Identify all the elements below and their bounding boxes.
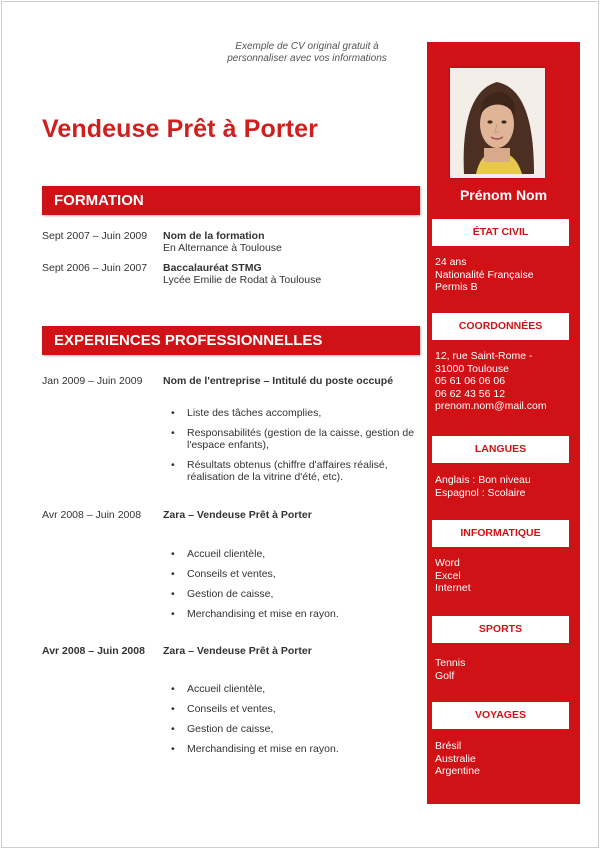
formation-date: Sept 2006 – Juin 2007	[42, 262, 148, 274]
formation-title: Baccalauréat STMG	[163, 262, 262, 274]
page-title: Vendeuse Prêt à Porter	[42, 115, 318, 143]
job-date: Avr 2008 – Juin 2008	[42, 645, 145, 657]
informatique-header: INFORMATIQUE	[432, 520, 569, 547]
job-title: Nom de l'entreprise – Intitulé du poste occupé	[163, 375, 394, 387]
coordonnees-text: 12, rue Saint-Rome - 31000 Toulouse 05 61 06 06 06 06 62 43 56 12 prenom.nom@mail.com	[435, 350, 547, 412]
experiences-header: EXPERIENCES PROFESSIONNELLES	[42, 326, 420, 355]
voyages-header: VOYAGES	[432, 702, 569, 729]
sports-text: Tennis Golf	[435, 657, 466, 682]
formation-date: Sept 2007 – Juin 2009	[42, 230, 148, 242]
formation-title: Nom de la formation	[163, 230, 265, 242]
profile-photo	[450, 68, 545, 178]
informatique-text: Word Excel Internet	[435, 557, 471, 594]
etat-civil-text: 24 ans Nationalité Française Permis B	[435, 256, 534, 293]
voyages-text: Brésil Australie Argentine	[435, 740, 480, 777]
portrait-image	[454, 72, 541, 174]
formation-header: FORMATION	[42, 186, 420, 215]
tagline: Exemple de CV original gratuit à personnaliser avec vos informations	[227, 41, 387, 64]
cv-page: Exemple de CV original gratuit à personnaliser avec vos informations Vendeuse Prêt à Porter FORMATION Sept 2007 – Juin 2009 Nom de la formation En Alternance à Toulouse Sept 2006 – Juin 2007 Baccalauréat STMG Lycée Emilie de Rodat à Toulouse EXPERIENCES PROFESSIONNELLES Jan 2009 – Juin 2009 Nom de l'entreprise – Intitulé du poste occupé • Liste des tâches accomplies, • Responsabilités (gestion de la caisse, gestion de l'espace enfants), • Résultats obtenus (chiffre d'affaires réalisé, réalisation de la vitrine d'été, etc). Avr 2008 – Juin 2008 Zara – Vendeuse Prêt à Porter • Accueil clientèle, • Conseils et ventes, • Gestion de caisse, • Merchandising et mise en rayon. Avr 2008 – Juin 2008 Zara – Vendeuse Prêt à Porter • Accueil clientèle, • Conseils et ventes, • Gestion de caisse, • Merchandising et mise en rayon. Prénom Nom ÉTAT CIVIL 24 ans Nationalité Française Permis B COORDONNÉES 12, rue Saint-Rome - 31000 Toulouse 05 61 06 06 06 06 62 43 56 12 prenom.nom@mail.com LANGUES Anglais : Bon niveau Espagnol : Scolaire INFORMATIQUE Word Excel Internet SPORTS Tennis Golf VOYAGES Brésil Australie Argentine	[0, 0, 600, 849]
langues-text: Anglais : Bon niveau Espagnol : Scolaire	[435, 474, 531, 499]
job-title: Zara – Vendeuse Prêt à Porter	[163, 645, 312, 657]
job-date: Avr 2008 – Juin 2008	[42, 509, 142, 521]
etat-civil-header: ÉTAT CIVIL	[432, 219, 569, 246]
formation-sub: Lycée Emilie de Rodat à Toulouse	[163, 274, 322, 286]
sports-header: SPORTS	[432, 616, 569, 643]
langues-header: LANGUES	[432, 436, 569, 463]
sidebar-name: Prénom Nom	[459, 187, 548, 203]
coordonnees-header: COORDONNÉES	[432, 313, 569, 340]
job-date: Jan 2009 – Juin 2009	[42, 375, 143, 387]
formation-sub: En Alternance à Toulouse	[163, 242, 282, 254]
job-title: Zara – Vendeuse Prêt à Porter	[163, 509, 312, 521]
